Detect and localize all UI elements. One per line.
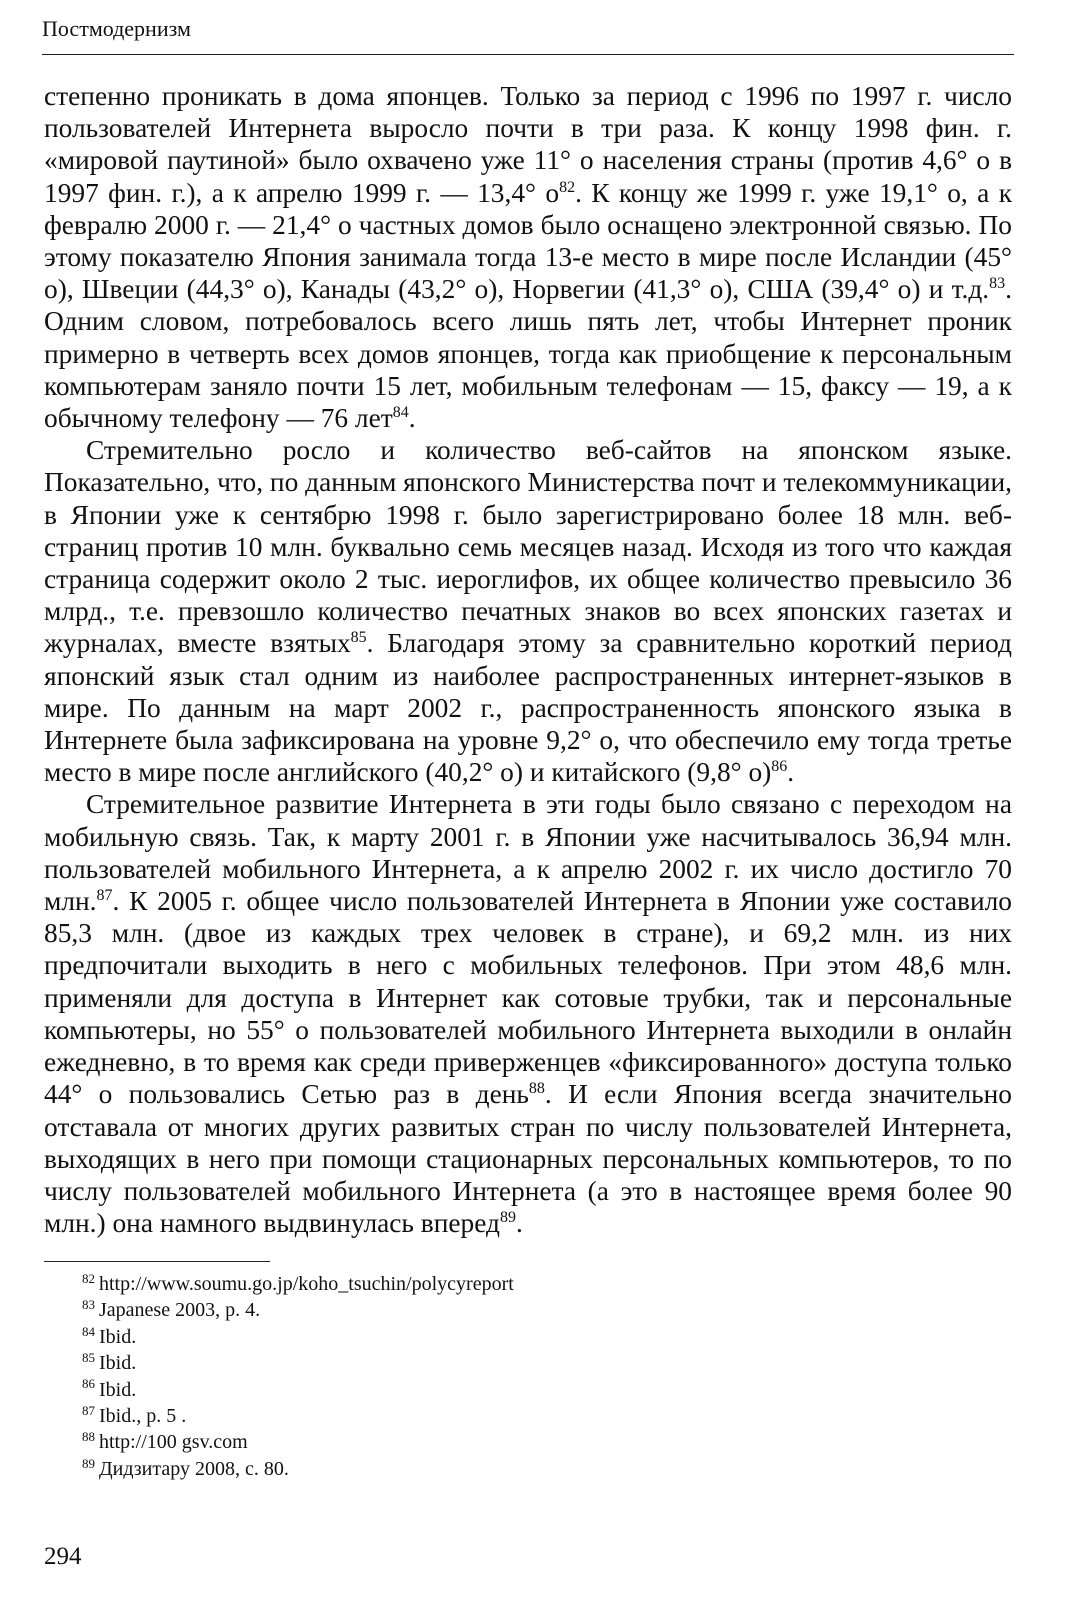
text-run: . Одним словом, потребовалось всего лишь пять лет, чтобы Интернет проник примерно в четверть всех домов японцев, тогда как приобщение к персональным компьютерам заняло почти 15 лет, мобильным телефонам — 15, факсу — 19, а к обычному телефону — 76 лет xyxy=(44,274,1012,434)
footnote-ref: 86 xyxy=(771,758,788,776)
footnote xyxy=(82,1350,982,1376)
footnote xyxy=(82,1324,982,1350)
running-head: Постмодернизм xyxy=(42,16,191,41)
footnote-text: Japanese 2003, p. 4. xyxy=(99,1299,261,1322)
footnote xyxy=(82,1271,982,1297)
footnote xyxy=(82,1377,982,1403)
page-header xyxy=(42,14,1014,55)
footnote-text: Ibid. xyxy=(99,1378,137,1401)
footnote-number: 83 xyxy=(82,1297,95,1313)
footnote-ref: 83 xyxy=(989,275,1006,293)
paragraph-2 xyxy=(44,434,1012,788)
page-number: 294 xyxy=(44,1543,82,1570)
footnote-text: http://100 gsv.com xyxy=(99,1431,248,1454)
footnote-ref: 88 xyxy=(528,1080,545,1098)
text-run: Стремительное развитие Интернета в эти годы было связано с переходом на мобильную связь. Так, к марту 2001 г. в Японии уже насчитывалось 36,94 млн. пользователей мобильного Интернета, а к апрелю 2002 г. их число достигло 70 млн. xyxy=(44,789,1012,917)
text-run: . xyxy=(787,757,795,788)
footnote-number: 86 xyxy=(82,1376,95,1392)
footnote-ref: 84 xyxy=(392,404,409,422)
footnote-number: 85 xyxy=(82,1350,95,1366)
footnote-text: Дидзитару 2008, с. 80. xyxy=(99,1457,289,1480)
footnote-text: Ibid. xyxy=(99,1352,137,1375)
footnote-ref: 82 xyxy=(559,178,576,196)
footnote-number: 89 xyxy=(82,1455,95,1471)
text-run: . К концу же 1999 г. уже 19,1° о, а к февралю 2000 г. — 21,4° о частных домов было оснащено электронной связью. По этому показателю Япония занимала тогда 13-е место в мире после Исландии (45° о), Швеции (44,3° о), Канады (43,2° о), Норвегии (41,3° о), США (39,4° о) и т.д. xyxy=(44,177,1012,305)
text-run: . И если Япония всегда значительно отставала от многих других развитых стран по числу пользователей Интернета, выходящих в него при помощи стационарных персональных компьютеров, то по числу пользователей мобильного Интернета (а это в настоящее время более 90 млн.) она намного выдвинулась вперед xyxy=(44,1079,1012,1239)
footnote-text: http://www.soumu.go.jp/koho_tsuchin/polycyreport xyxy=(99,1273,514,1295)
footnote-ref: 87 xyxy=(96,887,113,905)
paragraph-3 xyxy=(44,788,1012,1239)
footnote xyxy=(82,1429,982,1455)
text-run: . Благодаря этому за сравнительно короткий период японский язык стал одним из наиболее распространенных интернет-языков в мире. По данным на март 2002 г., распространенность японского языка в Интернете была зафиксирована на уровне 9,2° о, что обеспечило ему тогда третье место в мире после английского (40,2° о) и китайского (9,8° о) xyxy=(44,628,1012,788)
text-run: . К 2005 г. общее число пользователей Интернета в Японии уже составило 85,3 млн. (двое из каждых трех человек в стране), и 69,2 млн. из них предпочитали выходить в него с мобильных телефонов. При этом 48,6 млн. применяли для доступа в Интернет как сотовые трубки, так и персональные компьютеры, но 55° о пользователей мобильного Интернета выходили в онлайн ежедневно, в то время как среди приверженцев «фиксированного» доступа только 44° о пользовались Сетью раз в день xyxy=(44,886,1012,1110)
text-run: Стремительно росло и количество веб-сайтов на японском языке. Показательно, что, по данным японского Министерства почт и телекоммуникации, в Японии уже к сентябрю 1998 г. было зарегистрировано более 18 млн. веб-страниц против 10 млн. буквально семь месяцев назад. Исходя из того что каждая страница содержит около 2 тыс. иероглифов, их общее количество превысило 36 млрд., т.е. превзошло количество печатных знаков во всех японских газетах и журналах, вместе взятых xyxy=(44,435,1012,659)
footnote-ref: 85 xyxy=(350,629,367,647)
text-run: . xyxy=(408,403,416,434)
footnote-number: 84 xyxy=(82,1323,95,1339)
paragraph-1 xyxy=(44,80,1012,434)
footnote xyxy=(82,1297,982,1323)
footnote-text: Ibid. xyxy=(99,1325,137,1348)
footnote-text: Ibid., p. 5 . xyxy=(99,1405,187,1428)
footnote xyxy=(82,1456,982,1482)
footnote-ref: 89 xyxy=(499,1209,516,1227)
footnote-number: 82 xyxy=(82,1270,95,1286)
header-rule xyxy=(42,54,1014,55)
footnote-number: 87 xyxy=(82,1402,95,1418)
text-run: . xyxy=(515,1208,523,1239)
footnote xyxy=(82,1403,982,1429)
footnote-number: 88 xyxy=(82,1429,95,1445)
footnote-separator xyxy=(44,1261,270,1262)
footnotes-list xyxy=(82,1271,982,1482)
body-text xyxy=(44,80,1012,1239)
text-run: степенно проникать в дома японцев. Только за период с 1996 по 1997 г. число пользователей Интернета выросло почти в три раза. К концу 1998 фин. г. «мировой паутиной» было охвачено уже 11° о населения страны (против 4,6° о в 1997 фин. г.), а к апрелю 1999 г. — 13,4° о xyxy=(44,81,1012,208)
